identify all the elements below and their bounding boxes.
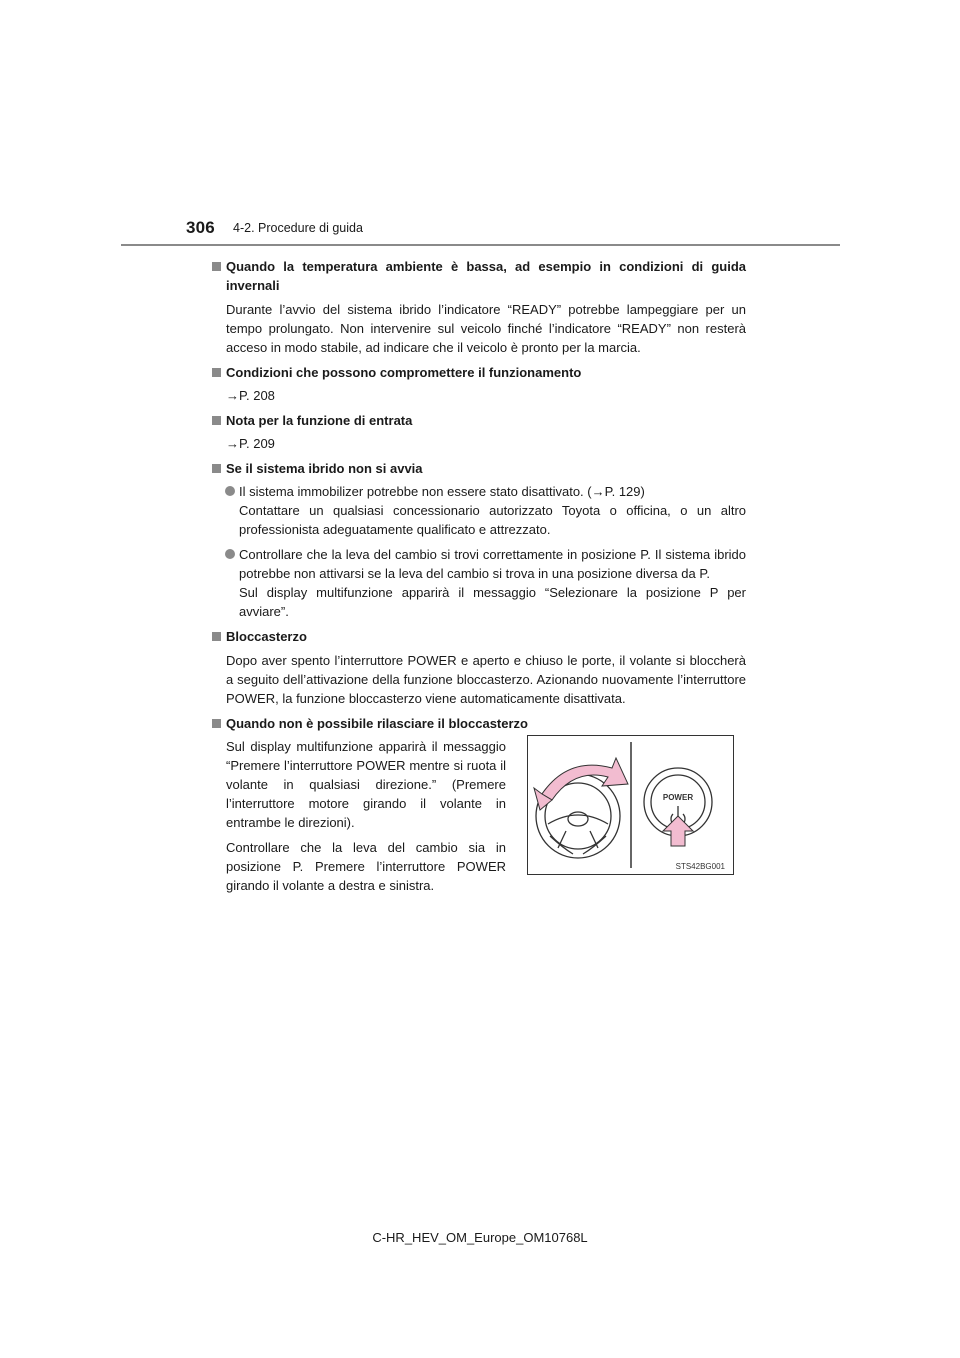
heading-steering-lock: Bloccasterzo — [212, 627, 746, 646]
paragraph-release-instructions: Controllare che la leva del cambio sia in posizione P. Premere l’interruttore POWER girando il volante a destra e sinistra. — [226, 840, 506, 893]
bullet-immobilizer-line2: Contattare un qualsiasi concessionario autorizzato Toyota o officina, o un altro professionista adeguatamente qualificato e attrezzato. — [239, 503, 746, 537]
heading-entry-function: Nota per la funzione di entrata — [212, 411, 746, 430]
page-reference-208[interactable]: →P. 208 — [226, 388, 275, 403]
bullet-immobilizer-line1: Il sistema immobilizer potrebbe non essere stato disattivato. (→P. 129) — [239, 484, 645, 499]
footer: C-HR_HEV_OM_Europe_OM10768L — [372, 1230, 588, 1245]
press-arrow-icon — [663, 816, 693, 846]
header-rule — [121, 244, 840, 246]
power-button-label: POWER — [662, 793, 694, 802]
bullet-shift-lever-line2: Sul display multifunzione apparirà il messaggio “Selezionare la posizione P per avviare”. — [239, 585, 746, 619]
heading-conditions: Condizioni che possono compromettere il funzionamento — [212, 363, 746, 382]
paragraph-cold-temperature: Durante l’avvio del sistema ibrido l’indicatore “READY” potrebbe lampeggiare per un tempo prolungato. Non intervenire sul veicolo finché l’indicatore “READY” non resterà acceso in modo stabile, ad indicare che il veicolo è pronto per la marcia. — [226, 302, 746, 355]
figure-illustration — [528, 736, 733, 874]
steering-lock-figure — [527, 735, 734, 875]
steering-lock-release-text — [226, 737, 506, 895]
heading-steering-lock-release: Quando non è possibile rilasciare il bloccasterzo — [212, 714, 746, 733]
rotation-arrow-icon — [542, 758, 628, 800]
heading-hybrid-not-starting: Se il sistema ibrido non si avvia — [212, 459, 746, 478]
section-title: 4-2. Procedure di guida — [233, 221, 363, 235]
page-reference-209[interactable]: →P. 209 — [226, 436, 275, 451]
figure-code: STS42BG001 — [675, 862, 725, 871]
paragraph-release-message: Sul display multifunzione apparirà il messaggio “Premere l’interruttore POWER mentre si ruota il volante in qualsiasi direzione.” (Premere l’interruttore motore girando il volante in entrambe le direzioni). — [226, 739, 506, 830]
heading-cold-temperature: Quando la temperatura ambiente è bassa, ad esempio in condizioni di guida invernali — [212, 257, 746, 295]
page-number: 306 — [186, 218, 215, 237]
bullet-shift-lever-line1: Controllare che la leva del cambio si trovi correttamente in posizione P. Il sistema ibrido potrebbe non attivarsi se la leva del cambio si trova in una posizione diversa da P. — [239, 547, 746, 581]
bullet-shift-lever — [212, 545, 746, 621]
bullet-immobilizer — [212, 482, 746, 539]
paragraph-steering-lock: Dopo aver spento l’interruttore POWER e aperto e chiuso le porte, il volante si bloccherà a seguito dell’attivazione della funzione bloccasterzo. Azionando nuovamente l’interruttore POWER, la funzione bloccasterzo viene automaticamente disattivata. — [226, 653, 746, 706]
